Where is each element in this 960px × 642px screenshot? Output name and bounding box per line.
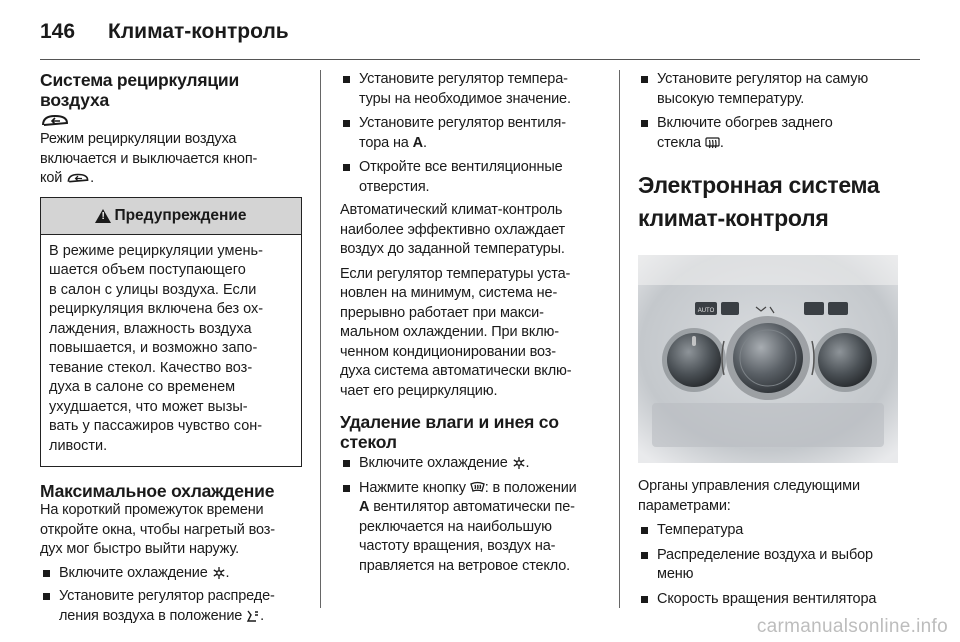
- bullet-text: Установите регулятор вентиля- тора на: [359, 115, 566, 151]
- snowflake-icon: [212, 566, 226, 580]
- max-cooling-text: На короткий промежуток времени откройте окна, чтобы нагретый воз- дух мог быстро выйти наружу.: [40, 502, 275, 557]
- bullet-text: Распределение воздуха и выбор меню: [657, 546, 873, 582]
- warning-icon: [95, 209, 111, 223]
- list-item: [638, 521, 908, 541]
- column-1: [40, 70, 302, 626]
- bullet-text: Температура: [657, 522, 744, 538]
- page-title: Климат-контроль: [108, 20, 289, 43]
- list-item-text: [359, 479, 577, 577]
- bullet-text-end: .: [525, 455, 530, 471]
- bullet-text-end: .: [719, 134, 724, 151]
- bullet-marker: [343, 485, 350, 492]
- warning-text: В режиме рециркуляции умень- шается объем поступающего в салон с улицы воздуха. Если рециркуляция включена без ох- лаждения, влажность воздуха повышается, и возможно запо- тевание стекол. Качество воз- духа в салоне со временем ухудшается, что может вызы- вать у пассажиров чувство сон- ливости.: [49, 242, 264, 454]
- list-item: [340, 158, 604, 197]
- bullet-text: Установите регулятор на самую высокую температуру.: [657, 71, 869, 107]
- list-item-text: [59, 564, 229, 584]
- bullet-marker: [641, 552, 648, 559]
- list-item-text: [359, 454, 529, 474]
- paragraph: Автоматический климат-контроль наиболее эффективно охлаждает воздух до заданной температуры.: [340, 202, 565, 257]
- header-divider: [40, 59, 920, 60]
- bullet-marker: [641, 527, 648, 534]
- climate-panel-illustration: [638, 255, 898, 463]
- bullet-marker: [343, 120, 350, 127]
- recirculation-text-a: Режим рециркуляции воздуха включается и выключается кноп- кой: [40, 131, 258, 186]
- column-3: [638, 70, 908, 609]
- list-item-text: [59, 587, 275, 626]
- watermark: carmanualsonline.info: [756, 616, 948, 637]
- warning-box: [40, 197, 302, 468]
- bullet-text: Включите обогрев заднего стекла: [657, 115, 833, 151]
- section-title-text: Система рециркуляции воздуха: [40, 70, 240, 110]
- bullet-text: Установите регулятор распреде- ления воздуха в положение: [59, 588, 275, 624]
- section-title-recirculation: [40, 70, 302, 130]
- section-title-max-cooling: Максимальное охлаждение: [40, 481, 275, 501]
- column-divider-1: [320, 70, 321, 608]
- list-item: [40, 564, 302, 584]
- bullet-marker: [641, 120, 648, 127]
- bullet-text: Скорость вращения вентилятора: [657, 590, 877, 607]
- bullet-text: вентилятор автоматически пе- реключается на наибольшую частоту вращения, воздух на- правляется на ветровое стекло.: [359, 499, 575, 574]
- recirculation-text: [40, 130, 302, 189]
- list-item: [638, 114, 908, 153]
- recirculation-icon: [40, 113, 70, 129]
- bullet-marker: [343, 164, 350, 171]
- bullet-bold-text: A: [359, 499, 370, 515]
- list-item-text: [657, 114, 833, 153]
- section-heading-ecc: Электронная система климат-контроля: [638, 172, 880, 231]
- recirculation-icon: [66, 172, 90, 185]
- column-2: [340, 70, 604, 576]
- bullet-text: Установите регулятор темпера- туры на необходимое значение.: [359, 71, 571, 107]
- list-item: [340, 114, 604, 153]
- list-item: [340, 454, 604, 474]
- list-item: [638, 70, 908, 109]
- list-item: [40, 587, 302, 626]
- recirculation-text-b: .: [90, 170, 95, 186]
- list-item-text: [359, 114, 566, 153]
- bullet-marker: [43, 570, 50, 577]
- bullet-marker: [43, 593, 50, 600]
- bullet-marker: [343, 460, 350, 467]
- bullet-text-end: .: [225, 564, 230, 581]
- bullet-marker: [343, 76, 350, 83]
- bullet-text-end: .: [422, 134, 427, 151]
- controls-intro: Органы управления следующими параметрами:: [638, 478, 860, 514]
- list-item: [340, 70, 604, 109]
- paragraph: Если регулятор температуры уста- новлен на минимум, система не- прерывно работает при макси- мальном охлаждении. При вклю- ченном кондиционировании воз- духа система автоматически вклю- чает его рециркуляцию.: [340, 265, 572, 399]
- bullet-text: : в положении: [484, 479, 577, 496]
- air-distribution-icon: [246, 609, 260, 623]
- warning-title: Предупреждение: [114, 206, 247, 224]
- snowflake-icon: [512, 456, 526, 470]
- list-item: [638, 590, 908, 610]
- climate-control-panel-photo: [638, 255, 898, 463]
- bullet-text: Нажмите кнопку: [359, 479, 466, 496]
- section-title-defrost: Удаление влаги и инея со стекол: [340, 412, 559, 452]
- bullet-marker: [641, 596, 648, 603]
- page-number: 146: [40, 20, 76, 43]
- bullet-text-end: .: [260, 607, 264, 624]
- bullet-marker: [641, 76, 648, 83]
- bullet-text: Включите охлаждение: [59, 564, 208, 581]
- bullet-text: Включите охлаждение: [359, 455, 508, 471]
- rear-window-heating-icon: [705, 136, 720, 150]
- auto-button-label: AUTO: [697, 308, 715, 314]
- bullet-text: Откройте все вентиляционные отверстия.: [359, 159, 563, 195]
- warning-header: [41, 198, 301, 235]
- bullet-bold-text: A: [412, 134, 423, 151]
- windshield-defrost-icon: [470, 481, 485, 495]
- page-header: [40, 10, 920, 54]
- column-divider-2: [619, 70, 620, 608]
- list-item: [340, 479, 604, 577]
- list-item: [638, 546, 908, 585]
